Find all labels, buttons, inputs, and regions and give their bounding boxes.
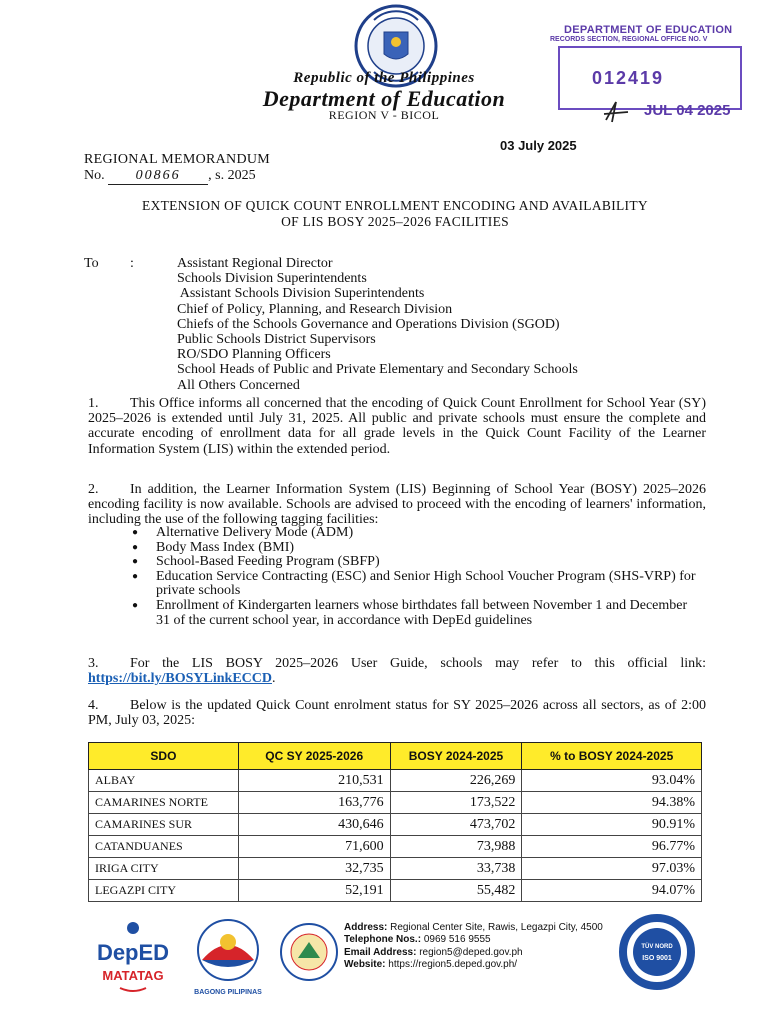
col-header-percent: % to BOSY 2024-2025 — [522, 743, 702, 770]
website-value[interactable]: https://region5.deped.gov.ph/ — [388, 959, 518, 971]
table-row — [89, 770, 702, 792]
memo-number: 00866 — [108, 168, 208, 185]
address-label: Address: — [344, 922, 388, 933]
recipient-item: All Others Concerned — [177, 377, 300, 393]
cell-bosy: 226,269 — [390, 770, 522, 792]
region-heading: REGION V - BICOL — [328, 108, 440, 122]
cell-percent: 97.03% — [522, 858, 702, 880]
iso-certification-icon — [612, 912, 702, 1002]
paragraph-2 — [88, 482, 706, 528]
stamp-office: DEPARTMENT OF EDUCATION — [564, 24, 733, 36]
recipient-item: Assistant Schools Division Superintendents — [177, 286, 425, 302]
paragraph-end: . — [272, 671, 276, 687]
website-line — [344, 959, 603, 971]
phone-label: Telephone Nos.: — [344, 934, 422, 946]
deped-logo-text: DepED — [96, 940, 170, 965]
cell-qc: 430,646 — [238, 814, 390, 836]
memo-number-line — [84, 168, 256, 185]
cell-bosy: 173,522 — [390, 792, 522, 814]
table-row — [89, 836, 702, 858]
cell-bosy: 33,738 — [390, 858, 522, 880]
bullet-item: ● Education Service Contracting (ESC) and Senior High School Voucher Program (SHS-VRP) for private schools — [132, 570, 702, 599]
table-header-row — [89, 743, 702, 770]
cell-sdo: CAMARINES SUR — [89, 814, 239, 836]
cell-sdo: ALBAY — [89, 770, 239, 792]
bullet-item: ● School-Based Feeding Program (SBFP) — [132, 555, 702, 570]
stamp-subtitle: RECORDS SECTION, REGIONAL OFFICE NO. V — [550, 36, 708, 43]
contact-info — [344, 922, 603, 972]
iso-mid-text: ISO 9001 — [642, 955, 672, 962]
memo-type: REGIONAL MEMORANDUM — [84, 152, 271, 167]
bagong-pilipinas-text: BAGONG PILIPINAS — [194, 989, 262, 996]
address-line — [344, 922, 603, 934]
paragraph-text: In addition, the Learner Information System (LIS) Beginning of School Year (BOSY) 2025–2026 encoding facility is now available. Schools are advised to proceed with the encoding of learners' information, including the use of the following tagging facilities: — [88, 482, 706, 528]
address-value: Regional Center Site, Rawis, Legazpi City, 4500 — [390, 922, 603, 933]
stamp-number: 012419 — [592, 68, 665, 88]
cell-qc: 52,191 — [238, 880, 390, 902]
memo-title-line1: EXTENSION OF QUICK COUNT ENROLLMENT ENCODING AND AVAILABILITY — [142, 198, 648, 213]
cell-percent: 94.07% — [522, 880, 702, 902]
cell-qc: 32,735 — [238, 858, 390, 880]
department-heading: Department of Education — [262, 86, 506, 111]
enrolment-status-table — [88, 742, 702, 902]
bullet-item: ● Alternative Delivery Mode (ADM) — [132, 526, 702, 541]
region-v-seal-icon — [276, 912, 342, 1002]
paragraph-number: 3. — [88, 656, 99, 671]
initial-signature-icon — [600, 98, 644, 126]
memo-title — [80, 198, 710, 230]
user-guide-link[interactable]: https://bit.ly/BOSYLinkECCD — [88, 671, 272, 687]
bagong-pilipinas-logo-icon — [188, 912, 268, 1002]
memo-no-label: No. — [84, 168, 105, 183]
cell-sdo: CAMARINES NORTE — [89, 792, 239, 814]
recipient-list — [177, 256, 578, 393]
phone-value: 0969 516 9555 — [423, 934, 491, 946]
deped-matatag-logo-icon — [90, 918, 176, 998]
paragraph-text: Below is the updated Quick Count enrolment status for SY 2025–2026 across all sectors, as of 2:00 PM, July 03, 2025: — [88, 698, 706, 729]
paragraph-3 — [88, 656, 706, 686]
cell-bosy: 55,482 — [390, 880, 522, 902]
col-header-qc: QC SY 2025-2026 — [238, 743, 390, 770]
memo-series: , s. 2025 — [208, 168, 256, 183]
recipient-item: School Heads of Public and Private Elementary and Secondary Schools — [177, 362, 578, 378]
col-header-bosy: BOSY 2024-2025 — [390, 743, 522, 770]
bullet-item: ● Enrollment of Kindergarten learners whose birthdates fall between November 1 and December 31 of the current school year, in accordance with DepEd guidelines — [132, 599, 702, 628]
iso-top-text: TÜV NORD — [641, 944, 673, 950]
paragraph-4 — [88, 698, 706, 728]
email-value[interactable]: region5@deped.gov.ph — [419, 946, 523, 958]
paragraph-text: For the LIS BOSY 2025–2026 User Guide, schools may refer to this official link: — [130, 656, 706, 671]
stamp-received-date: JUL 04 2025 — [644, 102, 731, 119]
recipient-item: Chiefs of the Schools Governance and Operations Division (SGOD) — [177, 316, 560, 332]
tagging-facilities-list — [132, 526, 702, 628]
table-row — [89, 858, 702, 880]
cell-percent: 94.38% — [522, 792, 702, 814]
recipient-item: Public Schools District Supervisors — [177, 332, 376, 348]
matatag-logo-text: MATATAG — [102, 968, 164, 983]
cell-sdo: IRIGA CITY — [89, 858, 239, 880]
table-row — [89, 814, 702, 836]
recipient-item: Assistant Regional Director — [177, 256, 333, 271]
bullet-item: ● Body Mass Index (BMI) — [132, 541, 702, 556]
cell-sdo: CATANDUANES — [89, 836, 239, 858]
cell-bosy: 473,702 — [390, 814, 522, 836]
paragraph-number: 4. — [88, 698, 99, 713]
to-colon: : — [130, 256, 134, 271]
memo-date: 03 July 2025 — [500, 138, 577, 153]
cell-qc: 71,600 — [238, 836, 390, 858]
cell-qc: 210,531 — [238, 770, 390, 792]
table-row — [89, 792, 702, 814]
received-stamp — [540, 18, 756, 130]
recipient-item: RO/SDO Planning Officers — [177, 347, 331, 363]
recipient-item: Chief of Policy, Planning, and Research Division — [177, 301, 453, 317]
memo-title-line2: OF LIS BOSY 2025–2026 FACILITIES — [281, 214, 509, 229]
to-label: To — [84, 256, 99, 271]
recipient-item: Schools Division Superintendents — [177, 271, 367, 287]
cell-percent: 96.77% — [522, 836, 702, 858]
cell-sdo: LEGAZPI CITY — [89, 880, 239, 902]
paragraph-number: 2. — [88, 482, 99, 497]
cell-bosy: 73,988 — [390, 836, 522, 858]
website-label: Website: — [344, 959, 386, 971]
cell-percent: 90.91% — [522, 814, 702, 836]
paragraph-text: This Office informs all concerned that the encoding of Quick Count Enrollment for School Year (SY) 2025–2026 is extended until July 31, 2025. All public and private schools must ensure the complete and accurate encoding of enrollment data for all grade levels in the Quick Count Facility of the Learner Information System (LIS) within the extended period. — [88, 396, 706, 457]
paragraph-1 — [88, 396, 706, 457]
email-label: Email Address: — [344, 946, 417, 958]
col-header-sdo: SDO — [89, 743, 239, 770]
paragraph-number: 1. — [88, 396, 99, 411]
republic-heading: Republic of the Philippines — [293, 70, 475, 86]
phone-line — [344, 934, 603, 946]
cell-percent: 93.04% — [522, 770, 702, 792]
cell-qc: 163,776 — [238, 792, 390, 814]
table-row — [89, 880, 702, 902]
email-line — [344, 947, 603, 959]
